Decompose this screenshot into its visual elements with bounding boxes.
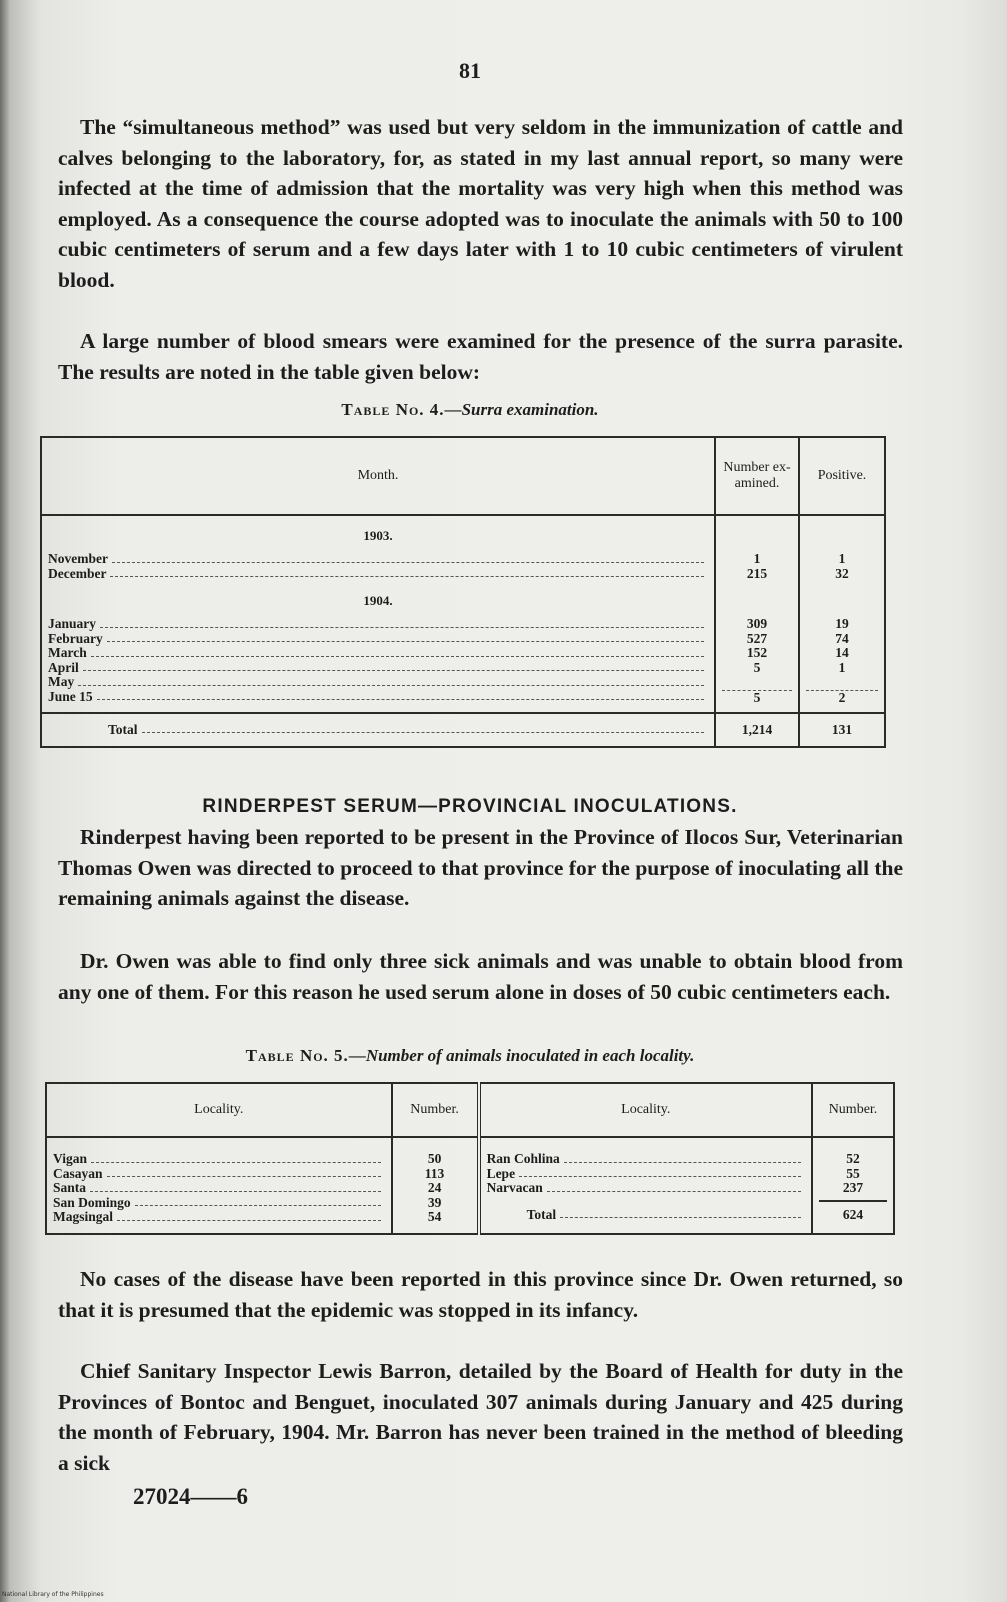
table-row	[53, 1210, 385, 1225]
year-1904: 1904.	[363, 593, 393, 608]
signature-number: 27024——6	[133, 1484, 248, 1509]
examined-cell	[722, 675, 792, 691]
header-locality-right: Locality.	[479, 1083, 812, 1137]
number-cell: 55	[846, 1165, 860, 1181]
total-row	[487, 1208, 805, 1223]
table-row	[48, 632, 708, 647]
examined-column	[715, 515, 799, 713]
table-row	[53, 1152, 385, 1167]
number-cell: 113	[424, 1165, 445, 1181]
table5-caption-title: —Number of animals inoculated in each locality.	[348, 1046, 695, 1065]
paragraph-rinderpest: Rinderpest having been reported to be present in the Province of Ilocos Sur, Veterinarian Thomas Owen was directed to proceed to that province for the purpose of inoculating all the remaining animals against the disease.	[58, 825, 903, 910]
locality-cell: Magsingal	[53, 1209, 114, 1224]
examined-cell: 309	[746, 616, 768, 631]
examined-cell: 527	[746, 630, 768, 646]
right-number-column	[812, 1137, 894, 1234]
positive-cell: 74	[835, 630, 849, 646]
positive-cell: 14	[835, 645, 849, 660]
month-cell: December	[48, 565, 107, 581]
table-row	[48, 690, 708, 713]
table4-caption	[0, 400, 940, 420]
paragraph-simultaneous-method: The “simultaneous method” was used but very seldom in the immunization of cattle and calves belonging to the laboratory, for, as stated in my last annual report, so many were infected at the time of admission that the mortality was very high when this method was employed. As a consequence the course adopted was to inoculate the animals with 50 to 100 cubic centimeters of serum and a few days later with 1 to 10 cubic centimeters of virulent blood.	[58, 115, 903, 292]
examined-cell: 5	[753, 689, 761, 705]
header-number-right: Number.	[812, 1083, 894, 1137]
month-cell: June 15	[48, 688, 93, 704]
positive-cell	[806, 675, 878, 691]
total-positive: 131	[799, 713, 885, 747]
total-examined: 1,214	[715, 713, 799, 747]
number-cell: 237	[819, 1181, 887, 1202]
number-cell: 50	[427, 1151, 442, 1166]
table4-caption-title: —Surra examination.	[444, 400, 599, 419]
right-locality-column	[479, 1137, 812, 1234]
paragraph-blood-smears: A large number of blood smears were examined for the presence of the surra parasite. The results are noted in the table given below:	[58, 329, 903, 384]
footer-library-credit: National Library of the Philippines	[2, 1591, 104, 1598]
table-row	[48, 661, 708, 676]
table-row	[487, 1167, 805, 1182]
header-locality-left: Locality.	[46, 1083, 392, 1137]
month-cell: April	[48, 659, 79, 675]
table-body-row	[46, 1137, 894, 1234]
month-cell: March	[48, 645, 87, 660]
locality-cell: San Domingo	[53, 1194, 131, 1210]
month-column	[41, 515, 715, 713]
month-cell: January	[48, 616, 97, 631]
header-month: Month.	[41, 437, 715, 515]
number-cell: 52	[846, 1151, 860, 1166]
number-cell: 24	[427, 1180, 442, 1195]
header-examined: Number ex- amined.	[715, 437, 799, 515]
positive-cell: 2	[838, 689, 846, 705]
table-row	[48, 675, 708, 690]
positive-cell: 1	[838, 659, 846, 675]
examined-cell: 5	[753, 659, 761, 675]
month-cell: November	[48, 551, 108, 566]
table-row	[48, 646, 708, 661]
table-row	[48, 552, 708, 567]
total-label: Total	[526, 1206, 557, 1222]
header-number-left: Number.	[392, 1083, 479, 1137]
positive-cell: 1	[838, 551, 846, 566]
total-row	[41, 713, 885, 747]
table-body-row	[41, 515, 885, 713]
surra-examination-table	[40, 436, 886, 748]
year-1903: 1903.	[363, 528, 393, 543]
header-positive: Positive.	[799, 437, 885, 515]
positive-column	[799, 515, 885, 713]
table-row	[53, 1167, 385, 1182]
locality-cell: Santa	[53, 1180, 87, 1195]
locality-cell: Lepe	[486, 1165, 516, 1181]
table-row	[487, 1152, 805, 1167]
section-heading: RINDERPEST SERUM—PROVINCIAL INOCULATIONS.	[202, 796, 738, 817]
table-row	[53, 1181, 385, 1196]
left-number-column	[392, 1137, 479, 1234]
examined-cell: 1	[753, 551, 761, 566]
examined-cell: 215	[746, 565, 768, 581]
number-cell: 54	[427, 1209, 442, 1224]
table-row	[48, 567, 708, 582]
total-label: Total	[108, 721, 138, 737]
left-locality-column	[46, 1137, 392, 1234]
table-header-row	[41, 437, 885, 515]
locality-cell: Casayan	[53, 1165, 103, 1181]
table-row	[53, 1196, 385, 1211]
paragraph-no-cases: No cases of the disease have been reported in this province since Dr. Owen returned, so that it is presumed that the epidemic was stopped in its infancy.	[58, 1267, 903, 1322]
month-cell: February	[48, 630, 103, 646]
paragraph-dr-owen: Dr. Owen was able to find only three sick animals and was unable to obtain blood from any one of them. For this reason he used serum alone in doses of 50 cubic centimeters each.	[58, 949, 903, 1004]
table5-caption	[0, 1046, 940, 1066]
locality-cell: Ran Cohlina	[486, 1151, 560, 1166]
locality-cell: Narvacan	[486, 1180, 543, 1195]
table-row	[48, 617, 708, 632]
table4-caption-prefix: Table No. 4.	[341, 400, 445, 419]
examined-cell: 152	[746, 645, 768, 660]
table-header-row	[46, 1083, 894, 1137]
number-cell: 39	[427, 1194, 442, 1210]
locality-cell: Vigan	[53, 1151, 88, 1166]
table5-caption-prefix: Table No. 5.	[245, 1046, 349, 1065]
month-cell: May	[48, 674, 75, 689]
inoculation-locality-table	[45, 1082, 895, 1235]
positive-cell: 32	[835, 565, 849, 581]
positive-cell: 19	[835, 616, 849, 631]
table-row	[487, 1181, 805, 1196]
total-number: 624	[842, 1206, 864, 1222]
paragraph-barron: Chief Sanitary Inspector Lewis Barron, detailed by the Board of Health for duty in the Provinces of Bontoc and Benguet, inoculated 307 animals during January and 425 during the month of February, 1904. Mr. Barron has never been trained in the method of bleeding a sick	[58, 1359, 903, 1475]
page-number: 81	[459, 58, 481, 83]
